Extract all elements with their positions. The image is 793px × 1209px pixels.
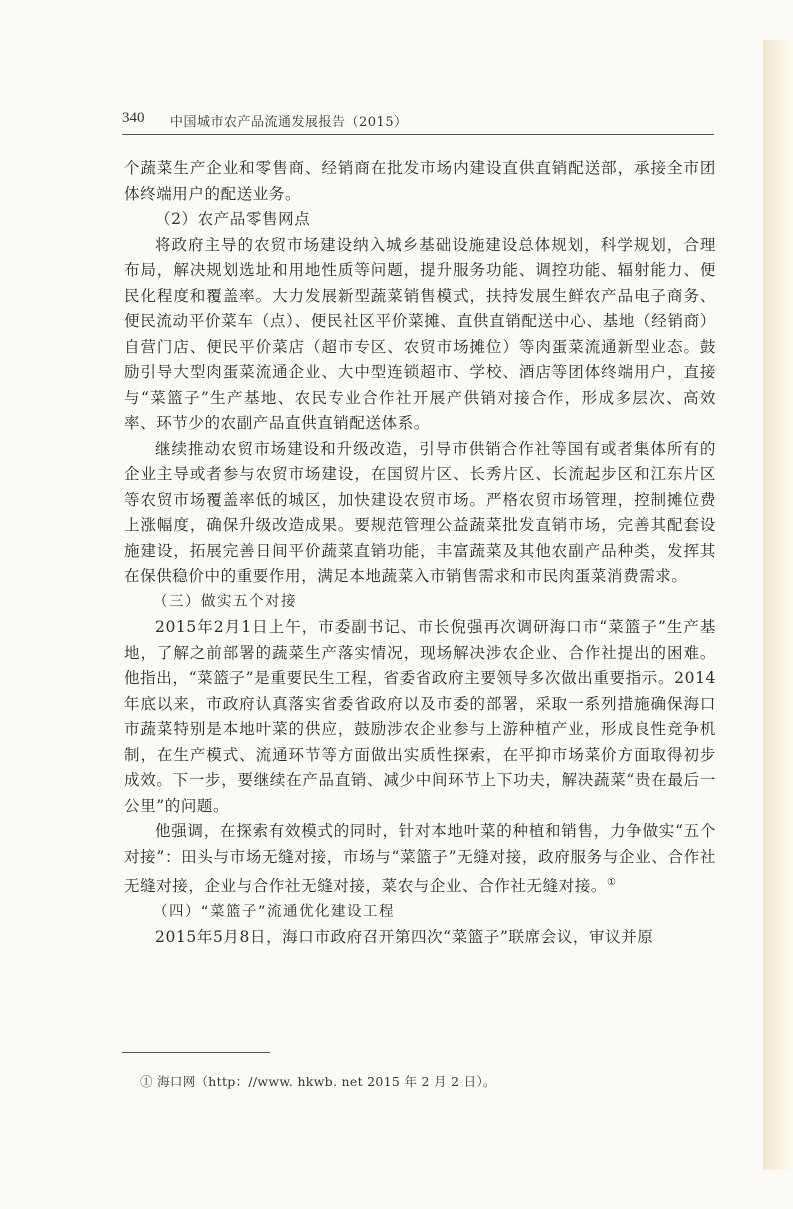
paragraph: 继续推动农贸市场建设和升级改造，引导市供销合作社等国有或者集体所有的企业主导或者参与农贸市场建设，在国贸片区、长秀片区、长流起步区和江东片区等农贸市场覆盖率低的城区，加快建设农贸市场。严格农贸市场管理，控制摊位费上涨幅度，确保升级改造成果。要规范管理公益蔬菜批发直销市场，完善其配套设施建设，拓展完善日间平价蔬菜直销功能，丰富蔬菜及其他农副产品种类，发挥其在保供稳价中的重要作用，满足本地蔬菜入市销售需求和市民肉蛋菜消费需求。: [124, 439, 716, 585]
footnote: ① 海口网（http：//www. hkwb. net 2015 年 2 月 2 日）。: [140, 1074, 496, 1089]
running-header: [122, 108, 714, 135]
footnote-marker: ①: [607, 877, 617, 888]
paragraph: 个蔬菜生产企业和零售商、经销商在批发市场内建设直供直销配送部，承接全市团体终端用户的配送业务。: [124, 159, 716, 203]
paragraph: 2015年5月8日，海口市政府召开第四次“菜篮子”联席会议，审议并原: [155, 928, 654, 947]
subheading: （2）农产品零售网点: [155, 210, 311, 228]
page-number: 340: [122, 110, 145, 126]
page-edge: [763, 40, 793, 1170]
subheading: （三）做实五个对接: [153, 593, 297, 610]
paragraph-text: 他强调，在探索有效模式的同时，针对本地叶菜的种植和销售，力争做实“五个对接”：田头与市场无缝对接，市场与“菜篮子”无缝对接，政府服务与企业、合作社无缝对接，企业与合作社无缝对接，菜农与企业、合作社无缝对接。: [124, 822, 716, 896]
subheading: （四）“菜篮子”流通优化建设工程: [153, 903, 396, 920]
paragraph: 将政府主导的农贸市场建设纳入城乡基础设施建设总体规划，科学规划，合理布局，解决规划选址和用地性质等问题，提升服务功能、调控功能、辐射能力、便民化程度和覆盖率。大力发展新型蔬菜销售模式，扶持发展生鲜农产品电子商务、便民流动平价菜车（点）、便民社区平价菜摊、直供直销配送中心、基地（经销商）自营门店、便民平价菜店（超市专区、农贸市场摊位）等肉蛋菜流通新型业态。鼓励引导大型肉蛋菜流通企业、大中型连锁超市、学校、酒店等团体终端用户，直接与“菜篮子”生产基地、农民专业合作社开展产供销对接合作，形成多层次、高效率、环节少的农副产品直供直销配送体系。: [124, 235, 716, 432]
body-text: [124, 156, 716, 951]
paragraph: [124, 819, 716, 900]
paragraph: 2015年2月1日上午，市委副书记、市长倪强再次调研海口市“菜篮子”生产基地，了解之前部署的蔬菜生产落实情况，现场解决涉农企业、合作社提出的困难。他指出，“菜篮子”是重要民生工程，省委省政府主要领导多次做出重要指示。2014年底以来，市政府认真落实省委省政府以及市委的部署，采取一系列措施确保海口市蔬菜特别是本地叶菜的供应，鼓励涉农企业参与上游种植产业，形成良性竞争机制，在生产模式、流通环节等方面做出实质性探索，在平抑市场菜价方面取得初步成效。下一步，要继续在产品直销、减少中间环节上下功夫，解决蔬菜“贵在最后一公里”的问题。: [124, 618, 716, 815]
footnote-rule: [122, 1052, 270, 1053]
running-title: 中国城市农产品流通发展报告（2015）: [170, 115, 408, 130]
